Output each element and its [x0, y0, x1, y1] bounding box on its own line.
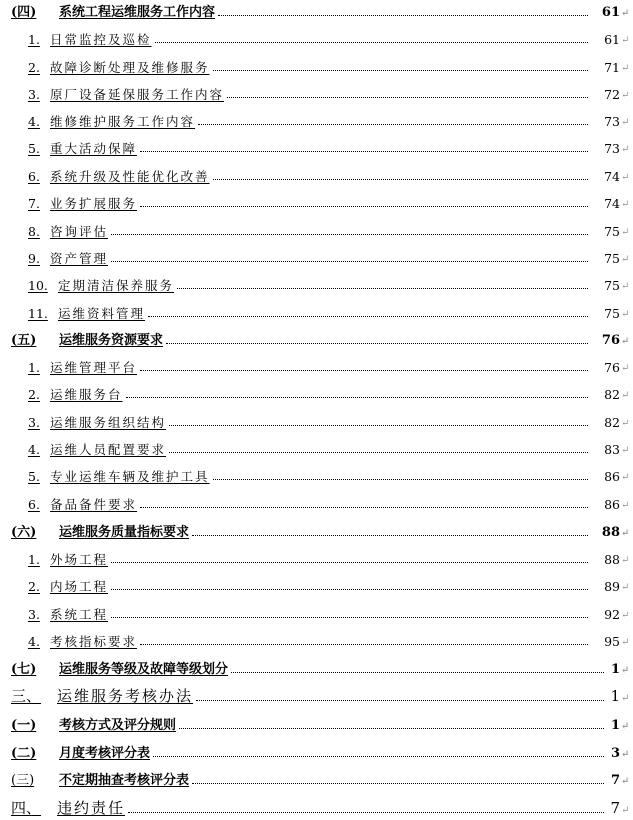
dot-leader: [128, 812, 604, 813]
toc-entry[interactable]: [0, 607, 633, 622]
dot-leader: [196, 700, 604, 701]
dot-leader: [227, 97, 588, 98]
toc-entry-title: 重大活动保障: [50, 140, 138, 156]
paragraph-mark-icon: ↵: [621, 528, 630, 539]
toc-entry-number: 四、: [11, 799, 42, 817]
toc-entry-title: 考核指标要求: [50, 633, 138, 649]
toc-entry-page-number: 92: [604, 606, 620, 622]
toc-entry[interactable]: [0, 524, 633, 539]
toc-entry-number: 4.: [28, 441, 40, 457]
toc-entry-link[interactable]: [0, 578, 109, 594]
toc-entry-link[interactable]: [0, 334, 163, 347]
toc-entry-page-number: 73: [604, 113, 620, 129]
toc-entry-title: 定期清洁保养服务: [58, 277, 175, 293]
toc-entry-number: 5.: [28, 468, 40, 484]
dot-leader: [166, 343, 588, 344]
toc-entry-link[interactable]: [0, 86, 225, 102]
dot-leader: [169, 452, 588, 453]
toc-entry-number: 5.: [28, 140, 40, 156]
toc-entry-link[interactable]: [0, 250, 109, 266]
dot-leader: [153, 756, 604, 757]
toc-entry-title: 考核方式及评分规则: [59, 718, 177, 733]
toc-entry-link[interactable]: [0, 468, 210, 484]
toc-entry[interactable]: [0, 442, 633, 457]
toc-entry-page-number: 88: [604, 551, 620, 567]
dot-leader: [179, 728, 604, 729]
toc-entry[interactable]: [0, 141, 633, 156]
dot-leader: [140, 370, 588, 371]
toc-entry-page-number: 1: [610, 687, 620, 705]
dot-leader: [231, 672, 604, 673]
toc-entry-page-number: 75: [604, 305, 620, 321]
toc-entry-number: 1.: [28, 31, 40, 47]
toc-entry-link[interactable]: [0, 526, 189, 539]
dot-leader: [111, 589, 588, 590]
toc-entry-page-number: 88: [601, 525, 620, 540]
toc-entry-title: 不定期抽查考核评分表: [59, 773, 190, 788]
toc-entry-page-number: 74: [604, 195, 620, 211]
toc-entry-number: 2.: [28, 578, 40, 594]
dot-leader: [213, 479, 588, 480]
paragraph-mark-icon: ↵: [621, 610, 630, 621]
toc-entry[interactable]: [0, 661, 633, 676]
toc-entry-page-number: 86: [604, 496, 620, 512]
dot-leader: [140, 206, 588, 207]
toc-entry-number: 9.: [28, 250, 40, 266]
toc-entry-title: 运维服务考核办法: [57, 687, 194, 705]
toc-entry-number: 2.: [28, 59, 40, 75]
dot-leader: [140, 644, 588, 645]
paragraph-mark-icon: ↵: [621, 309, 630, 320]
dot-leader: [192, 535, 588, 536]
dot-leader: [140, 507, 588, 508]
paragraph-mark-icon: ↵: [621, 199, 630, 210]
dot-leader: [111, 562, 588, 563]
paragraph-mark-icon: ↵: [621, 35, 630, 46]
toc-entry[interactable]: [0, 469, 633, 484]
toc-entry[interactable]: [0, 32, 633, 47]
paragraph-mark-icon: ↵: [621, 693, 630, 704]
toc-entry-page-number: 82: [604, 414, 620, 430]
toc-entry-title: 资产管理: [50, 250, 109, 266]
toc-entry-page-number: 3: [610, 746, 620, 761]
paragraph-mark-icon: ↵: [621, 172, 630, 183]
dot-leader: [218, 15, 588, 16]
paragraph-mark-icon: ↵: [621, 472, 630, 483]
toc-entry-page-number: 74: [604, 168, 620, 184]
paragraph-mark-icon: ↵: [621, 144, 630, 155]
toc-entry-page-number: 86: [604, 468, 620, 484]
paragraph-mark-icon: ↵: [621, 665, 630, 676]
toc-entry-title: 内场工程: [50, 578, 109, 594]
toc-entry-title: 原厂设备延保服务工作内容: [50, 86, 225, 102]
toc-entry-number: 3.: [28, 414, 40, 430]
paragraph-mark-icon: ↵: [621, 418, 630, 429]
paragraph-mark-icon: ↵: [621, 445, 630, 456]
toc-entry-number: (七): [11, 662, 37, 677]
dot-leader: [155, 42, 588, 43]
toc-entry-number: 3.: [28, 86, 40, 102]
toc-entry-link[interactable]: [0, 6, 215, 19]
toc-entry[interactable]: [0, 196, 633, 211]
toc-entry-page-number: 75: [604, 250, 620, 266]
toc-entry[interactable]: [0, 579, 633, 594]
toc-entry-link[interactable]: [0, 386, 123, 402]
toc-entry-page-number: 76: [601, 333, 620, 348]
toc-entry-page-number: 7: [610, 773, 620, 788]
toc-entry-title: 运维服务质量指标要求: [59, 525, 190, 540]
toc-entry-number: 1.: [28, 551, 40, 567]
paragraph-mark-icon: ↵: [621, 776, 630, 787]
toc-entry[interactable]: [0, 87, 633, 102]
toc-entry[interactable]: [0, 717, 633, 732]
toc-entry-page-number: 61: [604, 31, 620, 47]
toc-entry-title: 运维人员配置要求: [50, 441, 167, 457]
toc-entry[interactable]: [0, 497, 633, 512]
toc-entry-title: 运维服务台: [50, 386, 123, 402]
toc-entry-title: 系统工程: [50, 606, 109, 622]
toc-entry-number: 3.: [28, 606, 40, 622]
toc-entry-link[interactable]: [0, 689, 193, 704]
toc-entry[interactable]: [0, 306, 633, 321]
toc-entry-number: (二): [11, 746, 37, 761]
toc-entry-link[interactable]: [0, 774, 189, 787]
toc-entry-number: 11.: [28, 305, 48, 321]
toc-entry-title: 运维服务组织结构: [50, 414, 167, 430]
paragraph-mark-icon: ↵: [621, 281, 630, 292]
paragraph-mark-icon: ↵: [621, 805, 630, 816]
paragraph-mark-icon: ↵: [621, 63, 630, 74]
toc-entry-link[interactable]: [0, 633, 138, 649]
dot-leader: [192, 783, 604, 784]
toc-entry-title: 专业运维车辆及维护工具: [50, 468, 210, 484]
toc-entry-page-number: 71: [604, 59, 620, 75]
toc-entry[interactable]: [0, 278, 633, 293]
toc-entry[interactable]: [0, 251, 633, 266]
toc-entry-link[interactable]: [0, 31, 152, 47]
toc-entry-link[interactable]: [0, 719, 176, 732]
toc-entry-link[interactable]: [0, 168, 210, 184]
toc-entry-link[interactable]: [0, 747, 150, 760]
paragraph-mark-icon: ↵: [621, 500, 630, 511]
toc-entry-link[interactable]: [0, 606, 109, 622]
dot-leader: [148, 316, 588, 317]
dot-leader: [111, 261, 588, 262]
toc-entry-number: (一): [11, 718, 37, 733]
toc-entry-number: 6.: [28, 496, 40, 512]
dot-leader: [140, 151, 588, 152]
toc-entry-link[interactable]: [0, 140, 138, 156]
toc-entry-link[interactable]: [0, 223, 109, 239]
toc-entry-page-number: 75: [604, 223, 620, 239]
toc-entry[interactable]: [0, 114, 633, 129]
toc-entry-page-number: 95: [604, 633, 620, 649]
toc-entry-link[interactable]: [0, 663, 228, 676]
toc-entry[interactable]: [0, 224, 633, 239]
toc-entry-title: 运维资料管理: [58, 305, 146, 321]
toc-entry-title: 违约责任: [57, 799, 126, 817]
toc-entry-link[interactable]: [0, 59, 210, 75]
paragraph-mark-icon: ↵: [621, 90, 630, 101]
toc-entry-page-number: 83: [604, 441, 620, 457]
paragraph-mark-icon: ↵: [621, 336, 630, 347]
dot-leader: [177, 288, 588, 289]
toc-entry-number: 4.: [28, 633, 40, 649]
toc-entry-title: 业务扩展服务: [50, 195, 138, 211]
toc-entry-title: 系统升级及性能优化改善: [50, 168, 210, 184]
toc-entry-title: 系统工程运维服务工作内容: [59, 5, 216, 20]
paragraph-mark-icon: ↵: [621, 582, 630, 593]
toc-entry-link[interactable]: [0, 801, 125, 816]
toc-entry-number: 10.: [28, 277, 48, 293]
toc-entry-title: 备品备件要求: [50, 496, 138, 512]
toc-entry-link[interactable]: [0, 441, 167, 457]
toc-entry-title: 维修维护服务工作内容: [50, 113, 196, 129]
toc-entry-link[interactable]: [0, 195, 138, 211]
toc-entry[interactable]: [0, 687, 633, 704]
toc-entry-number: (五): [11, 333, 37, 348]
toc-entry-number: 1.: [28, 359, 40, 375]
toc-entry-page-number: 82: [604, 386, 620, 402]
dot-leader: [126, 397, 588, 398]
toc-entry[interactable]: [0, 4, 633, 19]
toc-entry-title: 外场工程: [50, 551, 109, 567]
toc-entry-page-number: 75: [604, 277, 620, 293]
toc-entry-page-number: 61: [601, 5, 620, 20]
toc-entry-title: 日常监控及巡检: [50, 31, 152, 47]
toc-entry-number: (四): [11, 5, 37, 20]
dot-leader: [213, 70, 588, 71]
toc-entry-title: 运维服务等级及故障等级划分: [59, 662, 229, 677]
toc-entry-link[interactable]: [0, 551, 109, 567]
toc-entry[interactable]: [0, 634, 633, 649]
toc-entry-title: 月度考核评分表: [59, 746, 151, 761]
toc-entry[interactable]: [0, 60, 633, 75]
paragraph-mark-icon: ↵: [621, 363, 630, 374]
toc-entry-number: 2.: [28, 386, 40, 402]
toc-entry-title: 咨询评估: [50, 223, 109, 239]
paragraph-mark-icon: ↵: [621, 637, 630, 648]
toc-entry[interactable]: [0, 387, 633, 402]
toc-entry[interactable]: [0, 332, 633, 347]
toc-entry[interactable]: [0, 415, 633, 430]
toc-entry-number: 4.: [28, 113, 40, 129]
dot-leader: [111, 617, 588, 618]
paragraph-mark-icon: ↵: [621, 254, 630, 265]
toc-entry-page-number: 1: [610, 718, 620, 733]
toc-entry-number: (三): [11, 773, 35, 788]
toc-entry-link[interactable]: [0, 496, 138, 512]
toc-entry[interactable]: [0, 799, 633, 816]
toc-entry-link[interactable]: [0, 305, 146, 321]
paragraph-mark-icon: ↵: [621, 117, 630, 128]
toc-entry-number: (六): [11, 525, 37, 540]
dot-leader: [169, 425, 588, 426]
toc-entry-page-number: 89: [604, 578, 620, 594]
toc-entry[interactable]: [0, 552, 633, 567]
toc-entry-link[interactable]: [0, 113, 196, 129]
toc-entry-link[interactable]: [0, 414, 167, 430]
dot-leader: [213, 179, 588, 180]
toc-entry[interactable]: [0, 772, 633, 787]
toc-entry-page-number: 76: [604, 359, 620, 375]
toc-entry-number: 8.: [28, 223, 40, 239]
toc-entry-page-number: 73: [604, 140, 620, 156]
toc-entry-title: 故障诊断处理及维修服务: [50, 59, 210, 75]
toc-entry-number: 7.: [28, 195, 40, 211]
toc-entry-number: 6.: [28, 168, 40, 184]
toc-entry[interactable]: [0, 745, 633, 760]
toc-entry-number: 三、: [11, 687, 42, 705]
paragraph-mark-icon: ↵: [621, 721, 630, 732]
paragraph-mark-icon: ↵: [621, 390, 630, 401]
dot-leader: [198, 124, 588, 125]
paragraph-mark-icon: ↵: [621, 227, 630, 238]
dot-leader: [111, 234, 588, 235]
toc-entry-link[interactable]: [0, 277, 175, 293]
toc-entry[interactable]: [0, 169, 633, 184]
toc-entry-page-number: 7: [610, 799, 620, 817]
toc-entry-page-number: 72: [604, 86, 620, 102]
toc-entry-link[interactable]: [0, 359, 138, 375]
toc-entry[interactable]: [0, 360, 633, 375]
paragraph-mark-icon: ↵: [621, 749, 630, 760]
toc-entry-title: 运维服务资源要求: [59, 333, 164, 348]
paragraph-mark-icon: ↵: [621, 8, 630, 19]
paragraph-mark-icon: ↵: [621, 555, 630, 566]
toc-entry-page-number: 1: [610, 662, 620, 677]
toc-entry-title: 运维管理平台: [50, 359, 138, 375]
